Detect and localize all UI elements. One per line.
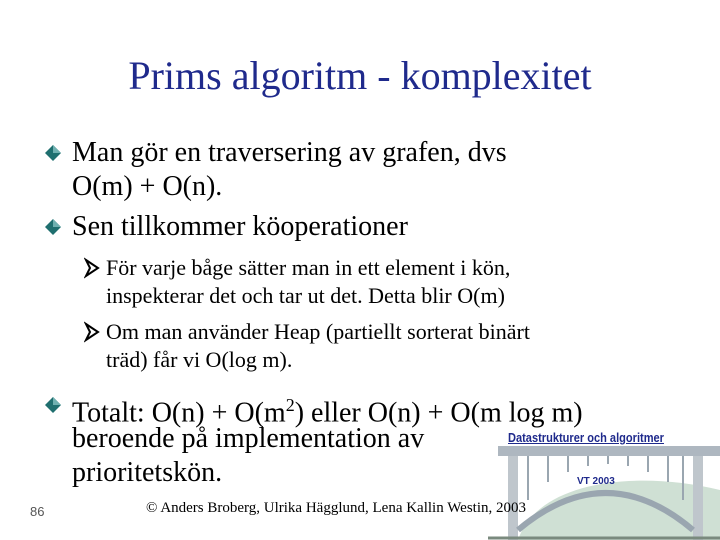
subbullet-1-line-2: inspekterar det och tar ut det. Detta blir O(m) xyxy=(106,283,505,308)
logo-subtitle: VT 2003 xyxy=(577,476,615,487)
bullet-2-line-1: Sen tillkommer köoperationer xyxy=(72,211,408,242)
subbullet-2-line-2: träd) får vi O(log m). xyxy=(106,347,293,372)
arrow-bullet-icon xyxy=(84,254,104,282)
diamond-bullet-icon xyxy=(44,218,62,236)
bullet-3-line-2: beroende på implementation av xyxy=(72,423,425,454)
footer-copyright: © Anders Broberg, Ulrika Hägglund, Lena Kallin Westin, 2003 xyxy=(146,500,526,516)
totalt-sup: 2 xyxy=(285,395,295,415)
diamond-bullet-icon xyxy=(44,396,62,414)
subbullet-1-line-1: För varje båge sätter man in ett element i kön, xyxy=(106,255,511,280)
subbullet-2-line-1: Om man använder Heap (partiellt sorterat binärt xyxy=(106,319,530,344)
slide-title: Prims algoritm - komplexitet xyxy=(128,53,592,98)
arrow-bullet-icon xyxy=(84,318,104,346)
bullet-3-line-3: prioritetskön. xyxy=(72,457,223,488)
bullet-1-line-1: Man gör en traversering av grafen, dvs xyxy=(72,137,507,168)
diamond-bullet-icon xyxy=(44,144,62,162)
logo-title: Datastrukturer och algoritmer xyxy=(508,430,664,445)
page-number: 86 xyxy=(30,504,45,519)
bullet-1-line-2: O(m) + O(n). xyxy=(72,171,223,202)
totalt-post: ) eller O(n) + O(m log m) xyxy=(294,397,583,429)
totalt-pre: Totalt: O(n) + O(m xyxy=(72,397,286,429)
